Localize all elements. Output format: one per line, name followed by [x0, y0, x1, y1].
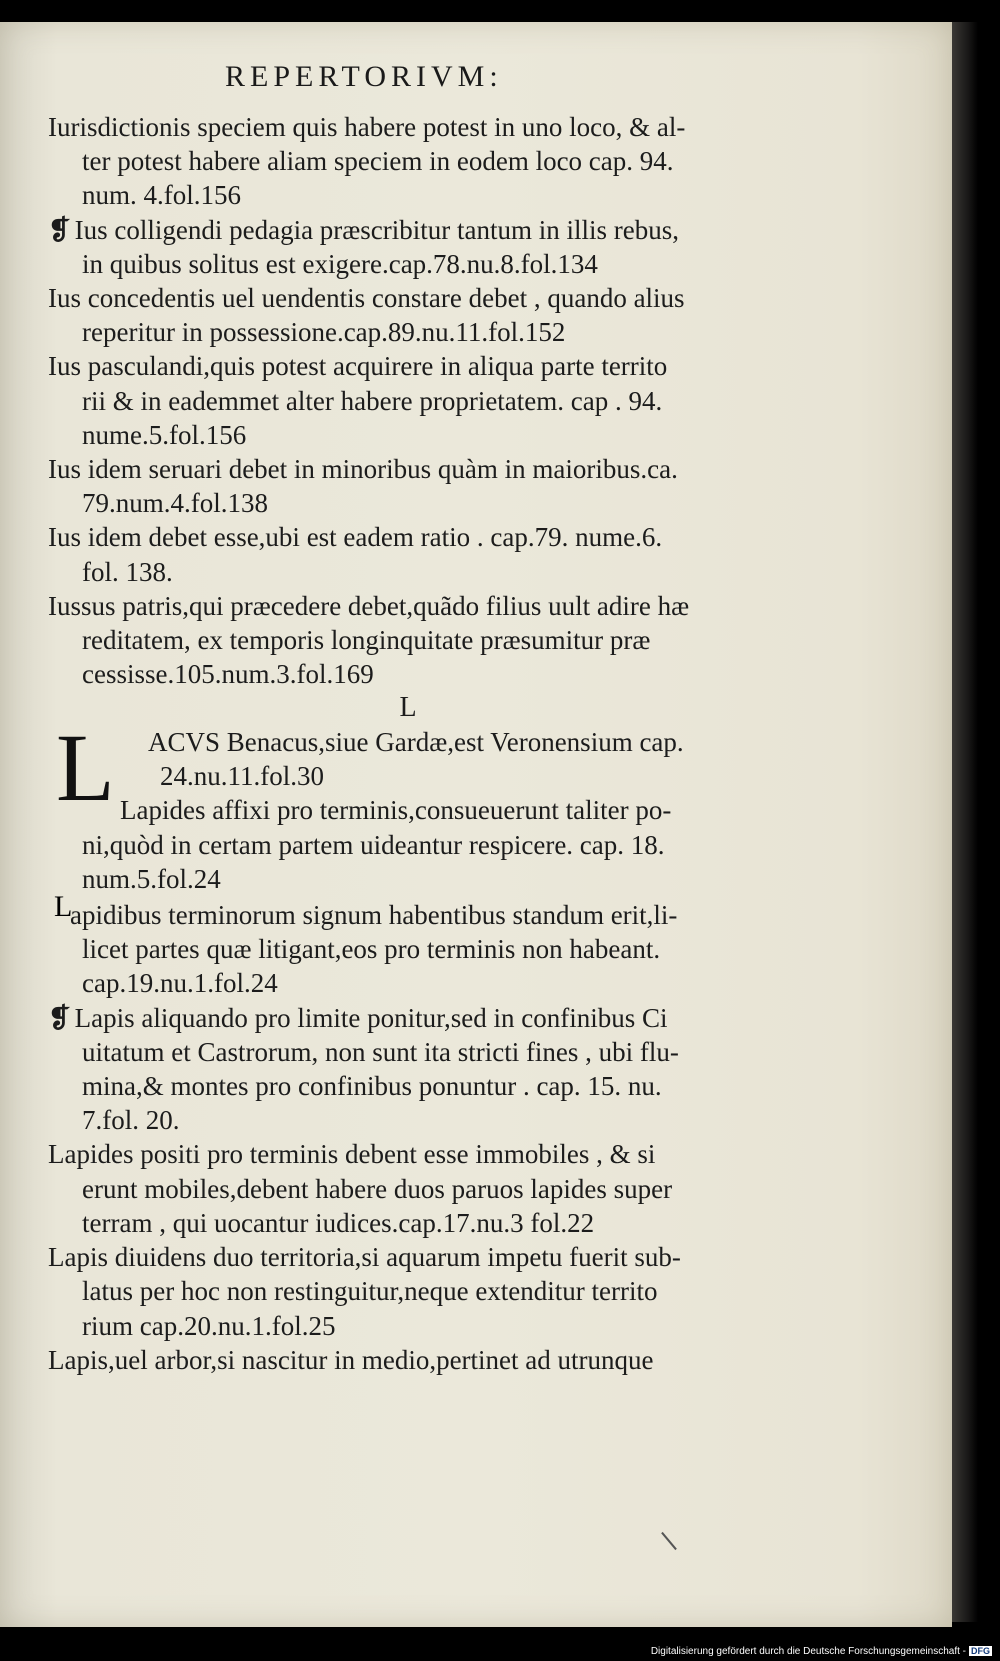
entries-after	[48, 898, 768, 1377]
entry-line	[48, 486, 768, 520]
entry-line	[48, 144, 768, 178]
entry-line	[48, 589, 768, 623]
entry-text: uitatum et Castrorum, non sunt ita stricti fines , ubi flu-	[82, 1036, 679, 1067]
entry-text: reperitur in possessione.cap.89.nu.11.fol.152	[82, 317, 566, 348]
entry-text: erunt mobiles,debent habere duos paruos lapides super	[82, 1173, 673, 1204]
entry-line	[48, 1309, 768, 1343]
entry-line: num.5.fol.24	[82, 863, 221, 894]
entry-text: rium cap.20.nu.1.fol.25	[82, 1310, 336, 1341]
entry-text: Lapis,uel arbor,si nascitur in medio,pertinet ad utrunque	[48, 1344, 654, 1375]
entry-line	[48, 1274, 768, 1308]
entry-line	[48, 555, 768, 589]
entry-text: 7.fol. 20.	[82, 1105, 180, 1136]
entry-line	[48, 1103, 768, 1137]
digitization-credit	[651, 1646, 992, 1657]
entry-text: num. 4.fol.156	[82, 180, 241, 211]
index-entry	[48, 281, 768, 349]
dfg-logo: DFG	[971, 1646, 990, 1656]
paragraph-mark-icon: ❡	[48, 1002, 71, 1033]
page-edge-shadow	[952, 22, 978, 1622]
index-entry	[48, 1137, 768, 1240]
entry-line	[48, 418, 768, 452]
paragraph-mark-icon: ❡	[48, 214, 71, 245]
entry-line	[48, 1137, 768, 1171]
running-header: REPERTORIVM:	[225, 60, 503, 93]
index-entry	[48, 110, 768, 213]
drop-cap-initial: L	[56, 714, 115, 822]
section-letter-heading: L	[399, 692, 417, 724]
index-entry	[48, 1240, 768, 1343]
entry-line	[48, 966, 768, 1000]
entry-text: cessisse.105.num.3.fol.169	[82, 659, 374, 690]
ink-mark	[661, 1532, 677, 1550]
entry-text: Iurisdictionis speciem quis habere potest in uno loco, & al-	[48, 112, 686, 142]
entry-text: cap.19.nu.1.fol.24	[82, 968, 278, 999]
entry-line	[48, 1343, 768, 1377]
entry-text: nume.5.fol.156	[82, 419, 247, 450]
index-entry	[48, 452, 768, 520]
entry-text: apidibus terminorum signum habentibus standum erit,li-	[70, 900, 678, 931]
entry-line	[48, 315, 768, 349]
entries-before	[48, 110, 768, 691]
entry-text: Lapis diuidens duo territoria,si aquarum impetu fuerit sub-	[48, 1242, 681, 1273]
entry-line	[48, 1001, 768, 1035]
entry-text: Lapides positi pro terminis debent esse immobiles , & si	[48, 1139, 656, 1170]
entry-text: Ius idem debet esse,ubi est eadem ratio . cap.79. nume.6.	[48, 522, 663, 553]
lacus-line-1: ACVS Benacus,siue Gardæ,est Veronensium cap.	[148, 727, 684, 758]
entry-line	[48, 349, 768, 383]
entry-text: Ius colligendi pedagia præscribitur tantum in illis rebus,	[74, 214, 680, 245]
entry-text: Ius idem seruari debet in minoribus quàm in maioribus.ca.	[48, 454, 678, 485]
index-entry	[48, 1343, 768, 1377]
index-entry	[48, 589, 768, 692]
lapides-affixi-entry	[48, 793, 768, 896]
entry-text: Lapis aliquando pro limite ponitur,sed in confinibus Ci	[74, 1002, 668, 1033]
entry-line	[48, 110, 768, 144]
entry-line	[48, 452, 768, 486]
entry-line	[48, 384, 768, 418]
entry-text: 79.num.4.fol.138	[82, 488, 268, 519]
index-text	[48, 110, 768, 1377]
entry-text: in quibus solitus est exigere.cap.78.nu.8.fol.134	[82, 248, 598, 279]
entry-text: Ius pasculandi,quis potest acquirere in aliqua parte territo	[48, 351, 668, 382]
index-entry	[48, 520, 768, 588]
entry-text: Iussus patris,qui præcedere debet,quãdo filius uult adire hæ	[48, 590, 690, 621]
entry-text: mina,& montes pro confinibus ponuntur . cap. 15. nu.	[82, 1071, 662, 1102]
entry-line: ni,quòd in certam partem uideantur respicere. cap. 18.	[82, 829, 665, 860]
entry-line	[48, 281, 768, 315]
entry-text: fol. 138.	[82, 556, 173, 587]
index-entry	[48, 898, 768, 1001]
small-initial-l: L	[54, 890, 73, 923]
book-page	[0, 22, 952, 1627]
entry-line: Lapides affixi pro terminis,consueuerunt taliter po-	[120, 795, 672, 826]
entry-text: licet partes quæ litigant,eos pro terminis non habeant.	[82, 934, 661, 965]
entry-line	[48, 1069, 768, 1103]
index-entry	[48, 213, 768, 281]
entry-line	[48, 898, 768, 932]
entry-line	[48, 178, 768, 212]
entry-line	[48, 1035, 768, 1069]
entry-line	[48, 623, 768, 657]
entry-text: ter potest habere aliam speciem in eodem loco cap. 94.	[82, 146, 674, 177]
credit-text: Digitalisierung gefördert durch die Deutsche Forschungsgemeinschaft -	[650, 1646, 966, 1657]
entry-text: terram , qui uocantur iudices.cap.17.nu.3 fol.22	[82, 1207, 595, 1238]
entry-line	[48, 657, 768, 691]
lacus-line-2: 24.nu.11.fol.30	[160, 761, 324, 792]
entry-text: rii & in eademmet alter habere proprietatem. cap . 94.	[82, 385, 663, 416]
entry-text: reditatem, ex temporis longinquitate præsumitur præ	[82, 625, 651, 656]
index-entry	[48, 1001, 768, 1138]
entry-text: Ius concedentis uel uendentis constare debet , quando alius	[48, 283, 685, 314]
entry-line	[48, 520, 768, 554]
entry-line	[48, 1240, 768, 1274]
entry-line	[48, 247, 768, 281]
entry-line	[48, 1172, 768, 1206]
entry-text: latus per hoc non restinguitur,neque extenditur territo	[82, 1276, 658, 1307]
entry-line	[48, 932, 768, 966]
entry-line	[48, 213, 768, 247]
index-entry	[48, 349, 768, 452]
entry-line	[48, 1206, 768, 1240]
